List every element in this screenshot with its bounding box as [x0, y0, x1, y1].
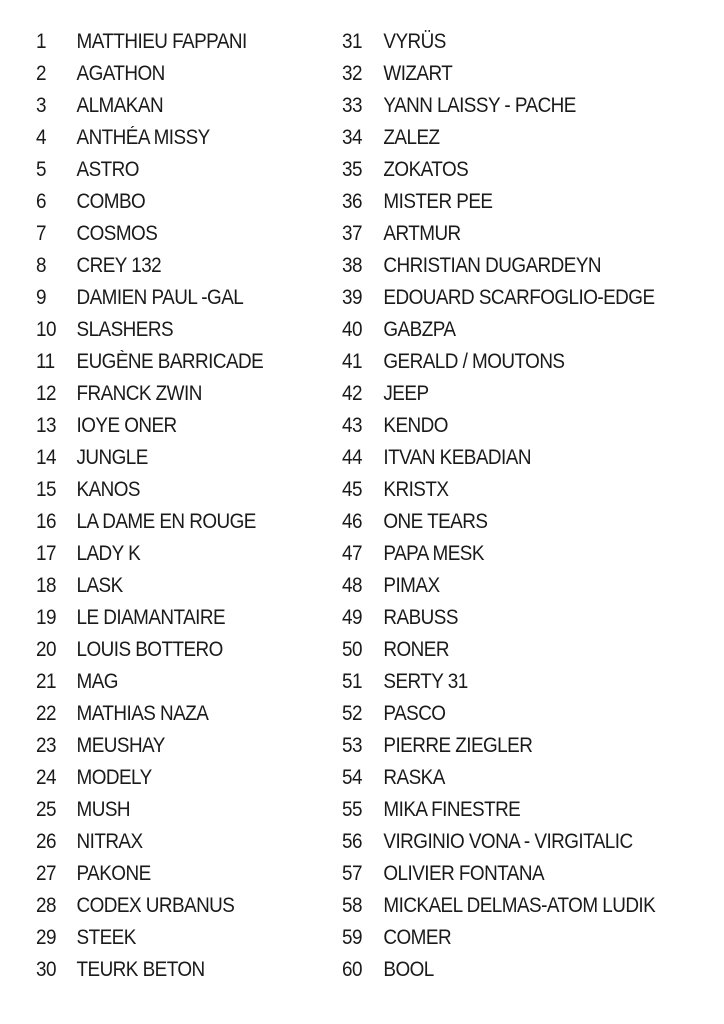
- artist-number: 55: [342, 798, 362, 821]
- artist-list-item: [36, 378, 306, 410]
- artist-number: 20: [36, 638, 56, 661]
- artist-list-item: [342, 506, 680, 538]
- artist-number: 51: [342, 670, 362, 693]
- artist-name: CHRISTIAN DUGARDEYN: [383, 254, 602, 277]
- artist-name: LE DIAMANTAIRE: [76, 606, 226, 629]
- artist-name: WIZART: [383, 62, 453, 85]
- artist-number: 39: [342, 286, 362, 309]
- artist-number: 9: [36, 286, 46, 309]
- artist-list-item: [342, 954, 680, 986]
- artist-number: 46: [342, 510, 362, 533]
- artist-list-item: [36, 730, 306, 762]
- artist-name: SERTY 31: [383, 670, 468, 693]
- artist-name: BOOL: [383, 958, 434, 981]
- artist-list-item: [342, 250, 680, 282]
- artist-name: SLASHERS: [76, 318, 174, 341]
- artist-list-item: [342, 698, 680, 730]
- artist-list-item: [36, 122, 306, 154]
- artist-list-item: [36, 218, 306, 250]
- artist-list-item: [342, 794, 680, 826]
- artist-number: 52: [342, 702, 362, 725]
- artist-name: STEEK: [76, 926, 136, 949]
- artist-number: 59: [342, 926, 362, 949]
- artist-list-item: [342, 858, 680, 890]
- artist-number: 3: [36, 94, 46, 117]
- artist-number: 36: [342, 190, 362, 213]
- artist-list-item: [342, 474, 680, 506]
- artist-number: 34: [342, 126, 362, 149]
- artist-number: 57: [342, 862, 362, 885]
- artist-list-item: [36, 858, 306, 890]
- artist-number: 45: [342, 478, 362, 501]
- artist-number: 1: [36, 30, 46, 53]
- artist-name: CREY 132: [76, 254, 162, 277]
- artist-list-item: [36, 666, 306, 698]
- artist-list-item: [342, 826, 680, 858]
- artist-number: 33: [342, 94, 362, 117]
- artist-number: 15: [36, 478, 56, 501]
- artist-name: ONE TEARS: [383, 510, 488, 533]
- artist-number: 2: [36, 62, 46, 85]
- artist-number: 43: [342, 414, 362, 437]
- artist-name: MISTER PEE: [383, 190, 493, 213]
- artist-list-item: [36, 506, 306, 538]
- artist-number: 24: [36, 766, 56, 789]
- artist-number: 19: [36, 606, 56, 629]
- artist-name: KENDO: [383, 414, 448, 437]
- artist-list-item: [342, 570, 680, 602]
- artist-list-item: [36, 922, 306, 954]
- artist-name: COMER: [383, 926, 452, 949]
- artist-list-item: [36, 634, 306, 666]
- artist-list-item: [36, 698, 306, 730]
- artist-name: RONER: [383, 638, 449, 661]
- artist-name: COMBO: [76, 190, 146, 213]
- artist-name: AGATHON: [76, 62, 165, 85]
- artist-list-item: [342, 26, 680, 58]
- artist-list-item: [342, 410, 680, 442]
- artist-name: NITRAX: [76, 830, 143, 853]
- artist-list-item: [342, 442, 680, 474]
- artist-number: 10: [36, 318, 56, 341]
- artist-name: OLIVIER FONTANA: [383, 862, 545, 885]
- artist-list-item: [342, 730, 680, 762]
- artist-number: 12: [36, 382, 56, 405]
- artist-number: 7: [36, 222, 46, 245]
- artist-name: DAMIEN PAUL -GAL: [76, 286, 244, 309]
- artist-list-item: [342, 378, 680, 410]
- artist-number: 56: [342, 830, 362, 853]
- artist-list-item: [342, 218, 680, 250]
- artist-list-item: [36, 410, 306, 442]
- artist-number: 22: [36, 702, 56, 725]
- artist-name: RASKA: [383, 766, 445, 789]
- artist-name: MAG: [76, 670, 118, 693]
- artist-number: 58: [342, 894, 362, 917]
- artist-name: LADY K: [76, 542, 141, 565]
- artist-number: 25: [36, 798, 56, 821]
- artist-name: CODEX URBANUS: [76, 894, 235, 917]
- artist-name: TEURK BETON: [76, 958, 205, 981]
- artist-number: 60: [342, 958, 362, 981]
- artist-number: 18: [36, 574, 56, 597]
- artist-name: PAPA MESK: [383, 542, 484, 565]
- artist-number: 27: [36, 862, 56, 885]
- artist-list-item: [342, 154, 680, 186]
- artist-number: 13: [36, 414, 56, 437]
- artist-list-item: [36, 442, 306, 474]
- artist-name: KRISTX: [383, 478, 449, 501]
- artist-number: 44: [342, 446, 362, 469]
- artist-number: 4: [36, 126, 46, 149]
- artist-list-item: [342, 538, 680, 570]
- artist-list-item: [342, 186, 680, 218]
- artist-number: 14: [36, 446, 56, 469]
- artist-number: 21: [36, 670, 56, 693]
- artist-name: VYRÜS: [383, 30, 446, 53]
- artist-list-item: [36, 186, 306, 218]
- artist-list-item: [36, 90, 306, 122]
- artist-name: MATTHIEU FAPPANI: [76, 30, 247, 53]
- artist-list-item: [36, 26, 306, 58]
- artist-list-item: [36, 794, 306, 826]
- artist-number: 30: [36, 958, 56, 981]
- artist-number: 49: [342, 606, 362, 629]
- artist-list-item: [36, 826, 306, 858]
- artist-number: 50: [342, 638, 362, 661]
- artist-number: 54: [342, 766, 362, 789]
- artist-list-item: [36, 282, 306, 314]
- artist-number: 32: [342, 62, 362, 85]
- artist-list-item: [342, 666, 680, 698]
- artist-list-item: [342, 122, 680, 154]
- artist-list-item: [342, 602, 680, 634]
- artist-list-item: [342, 314, 680, 346]
- artist-name: LASK: [76, 574, 123, 597]
- artist-name: ARTMUR: [383, 222, 461, 245]
- artist-name: MATHIAS NAZA: [76, 702, 209, 725]
- artist-name: MUSH: [76, 798, 130, 821]
- artist-name: GERALD / MOUTONS: [383, 350, 565, 373]
- artist-name: MICKAEL DELMAS-ATOM LUDIK: [383, 894, 656, 917]
- artist-name: MODELY: [76, 766, 152, 789]
- artist-number: 16: [36, 510, 56, 533]
- artist-list-item: [342, 58, 680, 90]
- artist-name: VIRGINIO VONA - VIRGITALIC: [383, 830, 633, 853]
- artist-list-item: [36, 474, 306, 506]
- artist-list-item: [342, 90, 680, 122]
- artist-list-item: [36, 250, 306, 282]
- artist-name: PASCO: [383, 702, 446, 725]
- artist-name: GABZPA: [383, 318, 456, 341]
- artist-name: JEEP: [383, 382, 429, 405]
- artist-name: PAKONE: [76, 862, 151, 885]
- artist-name: ASTRO: [76, 158, 139, 181]
- artist-list-item: [36, 570, 306, 602]
- artist-name: ZALEZ: [383, 126, 440, 149]
- artist-number: 48: [342, 574, 362, 597]
- artist-name: YANN LAISSY - PACHE: [383, 94, 576, 117]
- artist-list-item: [36, 346, 306, 378]
- artist-list-item: [342, 890, 680, 922]
- artist-list-item: [36, 890, 306, 922]
- artist-name: PIERRE ZIEGLER: [383, 734, 533, 757]
- artist-number: 42: [342, 382, 362, 405]
- artist-name: ITVAN KEBADIAN: [383, 446, 531, 469]
- artist-list-item: [342, 762, 680, 794]
- artist-list-item: [36, 954, 306, 986]
- artist-number: 35: [342, 158, 362, 181]
- artist-number: 23: [36, 734, 56, 757]
- artist-name: ANTHÉA MISSY: [76, 126, 210, 149]
- artist-number: 28: [36, 894, 56, 917]
- artist-name: KANOS: [76, 478, 140, 501]
- artist-name: ZOKATOS: [383, 158, 469, 181]
- artist-number: 31: [342, 30, 362, 53]
- artist-number: 29: [36, 926, 56, 949]
- artist-name: FRANCK ZWIN: [76, 382, 202, 405]
- artist-list-item: [342, 346, 680, 378]
- artist-name: MIKA FINESTRE: [383, 798, 521, 821]
- artist-name: JUNGLE: [76, 446, 148, 469]
- artist-list-item: [36, 602, 306, 634]
- artist-list-item: [36, 154, 306, 186]
- artist-name: ALMAKAN: [76, 94, 164, 117]
- artist-name: PIMAX: [383, 574, 440, 597]
- artist-name: MEUSHAY: [76, 734, 165, 757]
- artist-number: 8: [36, 254, 46, 277]
- artist-list-item: [342, 282, 680, 314]
- artist-number: 5: [36, 158, 46, 181]
- artist-name: EDOUARD SCARFOGLIO-EDGE: [383, 286, 655, 309]
- artist-name: LA DAME EN ROUGE: [76, 510, 256, 533]
- artist-list-item: [342, 634, 680, 666]
- artist-number: 17: [36, 542, 56, 565]
- artist-list-item: [36, 538, 306, 570]
- artist-number: 11: [36, 350, 55, 373]
- artist-list-item: [36, 762, 306, 794]
- artist-list-left-column: [36, 26, 336, 986]
- artist-list-item: [36, 58, 306, 90]
- artist-number: 47: [342, 542, 362, 565]
- artist-list-item: [342, 922, 680, 954]
- artist-name: LOUIS BOTTERO: [76, 638, 223, 661]
- artist-number: 38: [342, 254, 362, 277]
- artist-list-right-column: [342, 26, 718, 986]
- artist-number: 26: [36, 830, 56, 853]
- artist-name: IOYE ONER: [76, 414, 177, 437]
- artist-number: 37: [342, 222, 362, 245]
- artist-list-item: [36, 314, 306, 346]
- artist-number: 41: [342, 350, 362, 373]
- artist-name: COSMOS: [76, 222, 158, 245]
- artist-name: EUGÈNE BARRICADE: [76, 350, 264, 373]
- artist-name: RABUSS: [383, 606, 458, 629]
- artist-number: 40: [342, 318, 362, 341]
- artist-number: 53: [342, 734, 362, 757]
- artist-number: 6: [36, 190, 46, 213]
